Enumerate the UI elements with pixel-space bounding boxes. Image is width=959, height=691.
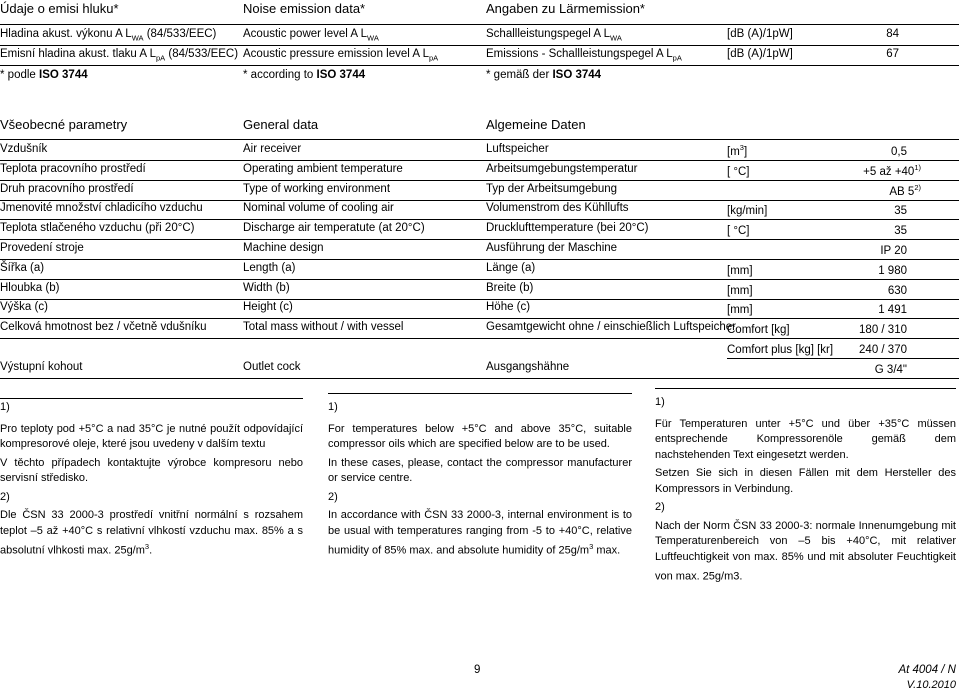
param-de: Typ der Arbeitsumgebung <box>486 183 618 195</box>
param-en: Operating ambient temperature <box>243 163 403 175</box>
footnotes-de: 1) Für Temperaturen unter +5°C und über +35°C müssen entsprechende Kompressorenöle gemäß dem nachstehenden Text eingesetzt werden. Setzen Sie sich in diesen Fällen mit dem Hersteller des Kompressors in Verbindung. 2) Nach der Norm ČSN 33 2000-3: normale Innenumgebung mit Temperaturenbereich von –5 bis +40°C, mit relativer Luftfeuchtigkeit von max. 85% und mit absoluter Feuchtigkeit von max. 25g/m3. <box>655 396 956 583</box>
param-unit: [kg/min] <box>727 204 768 217</box>
divider <box>0 279 959 280</box>
divider <box>0 65 959 66</box>
footnote-rule <box>0 398 303 399</box>
param-value: 240 / 370 <box>859 343 907 356</box>
param-unit: Comfort [kg] <box>727 323 790 336</box>
param-value: 630 <box>887 284 907 297</box>
param-value: IP 20 <box>880 244 907 257</box>
param-value: AB 5$^{2)}$ <box>889 183 921 198</box>
param-unit: Comfort plus [kg] [kr] <box>727 343 834 356</box>
divider <box>0 338 959 339</box>
divider <box>0 318 959 319</box>
param-value: +5 až $+40^{1)}$ <box>863 163 921 178</box>
param-unit: $[m^3]$ <box>727 143 748 158</box>
param-en: Outlet cock <box>243 361 301 373</box>
param-de: Luftspeicher <box>486 143 549 155</box>
footnotes-en: 1) For temperatures below +5°C and above 35°C, suitable compressor oils which are specified below are to be used. In these cases, please, contact the compressor manufacturer or service centre. 2) In accordance with ČSN 33 2000-3, internal environment is to be usual with temperatures ranging from -5 to +40°C, relative humidity of 85% max. and absolute humidity of $25g/m^3$ max. <box>328 401 632 557</box>
divider <box>0 180 959 181</box>
section-en: General data <box>243 117 319 132</box>
divider <box>0 45 959 46</box>
param-de: Drucklufttemperature (bei 20°C) <box>486 222 649 234</box>
divider <box>0 219 959 220</box>
param-de: Arbeitsumgebungstemperatur <box>486 163 638 175</box>
param-cz: Výška (c) <box>0 301 48 313</box>
noise-unit: [dB (A)/1pW] <box>727 28 793 40</box>
param-value: 35 <box>894 204 907 217</box>
section-cz: Všeobecné parametry <box>0 117 128 132</box>
param-value: 180 / 310 <box>859 323 907 336</box>
divider <box>0 239 959 240</box>
param-unit: [ °C] <box>727 224 750 237</box>
divider <box>0 299 959 300</box>
divider <box>727 358 959 359</box>
noise-de: Schallleistungspegel A $L_{WA}$ <box>486 28 622 43</box>
page-number: 9 <box>474 664 481 676</box>
noise-en: Acoustic pressure emission level A $L_{pA}$ <box>243 48 439 63</box>
noise-cz: Hladina akust. výkonu A $L_{WA}$ (84/533/EEC) <box>0 28 217 43</box>
param-value: 35 <box>894 224 907 237</box>
param-en: Length (a) <box>243 262 296 274</box>
param-cz: Výstupní kohout <box>0 361 83 373</box>
param-unit: [mm] <box>727 284 753 297</box>
param-en: Height (c) <box>243 301 293 313</box>
param-en: Width (b) <box>243 282 290 294</box>
noise-en: Acoustic power level A $L_{WA}$ <box>243 28 379 43</box>
param-unit: [mm] <box>727 303 753 316</box>
section-de: Algemeine Daten <box>486 117 586 132</box>
param-en: Discharge air temperatute (at 20°C) <box>243 222 425 234</box>
param-cz: Teplota stlačeného vzduchu (při 20°C) <box>0 222 195 234</box>
param-cz: Vzdušník <box>0 143 48 155</box>
noise-de: Emissions - Schallleistungspegel A $L_{pA}$ <box>486 48 682 63</box>
param-de: Ausgangshähne <box>486 361 570 373</box>
divider <box>0 259 959 260</box>
param-en: Type of working environment <box>243 183 391 195</box>
iso-en: * according to ISO 3744 <box>243 69 366 81</box>
param-unit: [mm] <box>727 264 753 277</box>
param-cz: Druh pracovního prostředí <box>0 183 134 195</box>
iso-cz: * podle ISO 3744 <box>0 69 88 81</box>
param-cz: Celková hmotnost bez / včetně vdušníku <box>0 321 207 333</box>
noise-value: 84 <box>886 28 899 40</box>
param-en: Nominal volume of cooling air <box>243 202 394 214</box>
noise-unit: [dB (A)/1pW] <box>727 48 793 60</box>
param-de: Breite (b) <box>486 282 534 294</box>
footnote-rule <box>655 388 956 389</box>
param-en: Air receiver <box>243 143 302 155</box>
param-de: Gesamtgewicht ohne / einschießlich Luftspeicher <box>486 321 736 333</box>
divider <box>0 378 959 379</box>
doc-date: V.10.2010 <box>906 679 956 691</box>
param-cz: Provedení stroje <box>0 242 84 254</box>
param-en: Total mass without / with vessel <box>243 321 404 333</box>
divider <box>0 24 959 25</box>
param-value: G 3/4" <box>874 363 907 376</box>
iso-de: * gemäß der ISO 3744 <box>486 69 602 81</box>
param-value: 0,5 <box>891 145 907 158</box>
divider <box>0 200 959 201</box>
param-de: Ausführung der Maschine <box>486 242 618 254</box>
param-cz: Jmenovité množství chladicího vzduchu <box>0 202 203 214</box>
divider <box>0 160 959 161</box>
noise-cz: Emisní hladina akust. tlaku A $L_{pA}$ (84/533/EEC) <box>0 48 239 63</box>
header-cz: Údaje o emisi hluku* <box>0 1 119 16</box>
param-cz: Hloubka (b) <box>0 282 60 294</box>
doc-id: At 4004 / N <box>898 664 956 676</box>
param-de: Höhe (c) <box>486 301 531 313</box>
noise-value: 67 <box>886 48 899 60</box>
param-value: 1 980 <box>878 264 907 277</box>
header-de: Angaben zu Lärmemission* <box>486 1 645 16</box>
footnote-rule <box>328 393 632 394</box>
param-de: Länge (a) <box>486 262 536 274</box>
param-cz: Teplota pracovního prostředí <box>0 163 146 175</box>
header-en: Noise emission data* <box>243 1 366 16</box>
param-en: Machine design <box>243 242 324 254</box>
param-unit: [ °C] <box>727 165 750 178</box>
param-de: Volumenstrom des Kühllufts <box>486 202 629 214</box>
footnotes-cz: 1) Pro teploty pod +5°C a nad 35°C je nutné použít odpovídající kompresorové oleje, které jsou uvedeny v dalším textu V těchto případech kontaktujte výrobce kompresoru nebo servisní středisko. 2) Dle ČSN 33 2000-3 prostředí vnitřní normální s rozsahem teplot –5 až +40°C s relativní vlhkostí vzduchu max. 85% a s absolutní vlhkosti max. $25g/m^3$. <box>0 401 303 557</box>
divider <box>0 139 959 140</box>
param-cz: Šířka (a) <box>0 262 45 274</box>
param-value: 1 491 <box>878 303 907 316</box>
